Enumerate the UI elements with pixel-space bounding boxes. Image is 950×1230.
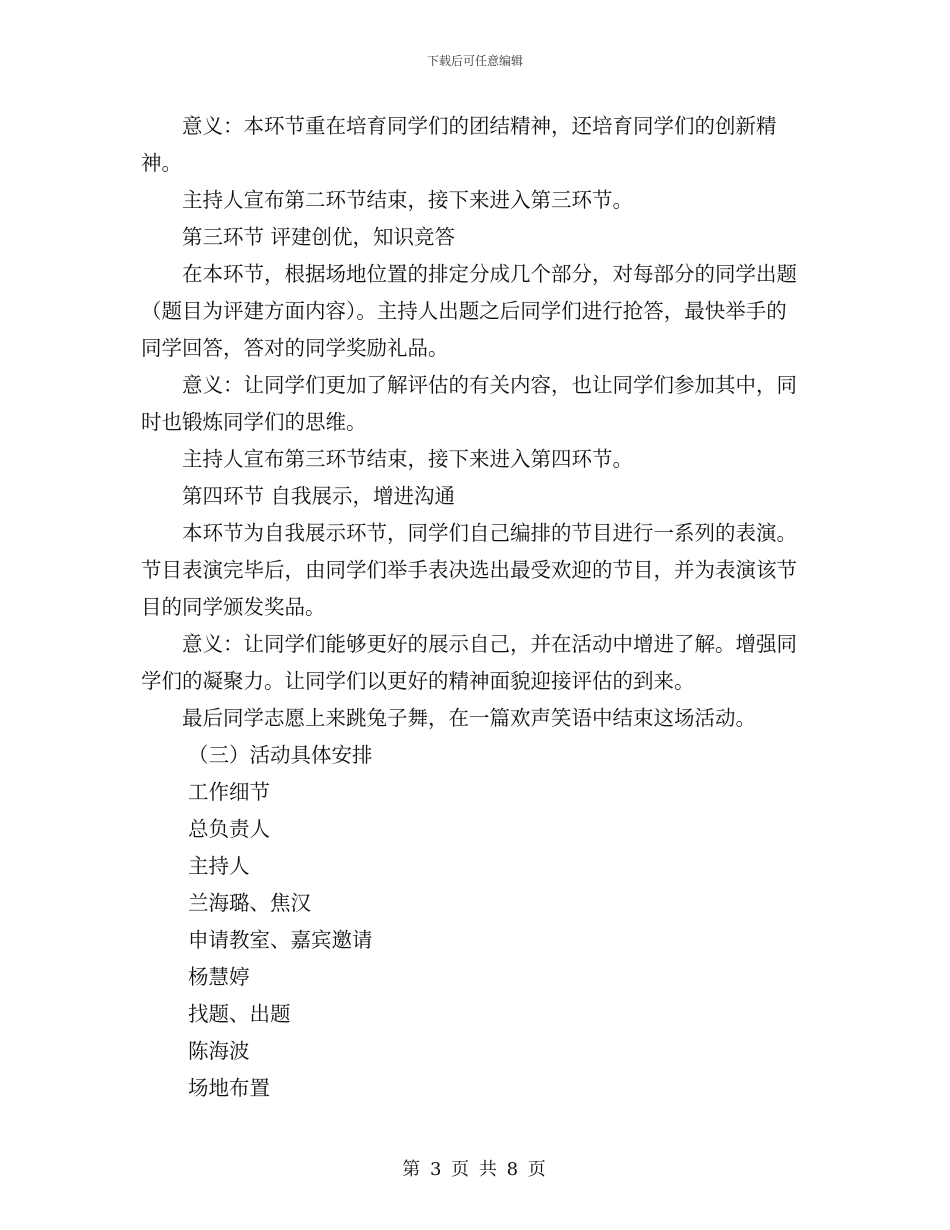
paragraph-meaning-3: 意义：让同学们更加了解评估的有关内容，也让同学们参加其中，同时也锻炼同学们的思维。 [141,373,797,434]
list-item: 申请教室、嘉宾邀请 [188,928,373,952]
list-item: 找题、出题 [188,1002,291,1026]
section-heading-3: 第三环节 评建创优，知识竞答 [182,225,456,249]
paragraph-closing: 最后同学志愿上来跳兔子舞，在一篇欢声笑语中结束这场活动。 [182,706,756,730]
list-item: 杨慧婷 [188,965,250,989]
paragraph-section-3: 在本环节，根据场地位置的排定分成几个部分，对每部分的同学出题（题目为评建方面内容）。主持人出题之后同学们进行抢答，最快举手的同学回答，答对的同学奖励礼品。 [141,262,797,360]
paragraph-meaning-4: 意义：让同学们能够更好的展示自己，并在活动中增进了解。增强同学们的凝聚力。让同学们以更好的精神面貌迎接评估的到来。 [141,632,797,693]
list-item: 主持人 [188,854,250,878]
list-item: 工作细节 [188,780,270,804]
list-item: 兰海璐、焦汉 [188,891,311,915]
page-header-note: 下载后可任意编辑 [426,54,523,68]
page-number: 第 3 页 共 8 页 [402,1159,548,1180]
document-body [141,108,806,1107]
paragraph-meaning-2: 意义：本环节重在培育同学们的团结精神，还培育同学们的创新精神。 [141,114,777,175]
paragraph-section-4: 本环节为自我展示环节，同学们自己编排的节目进行一系列的表演。节目表演完毕后，由同学们举手表决选出最受欢迎的节目，并为表演该节目的同学颁发奖品。 [141,521,797,619]
arrangement-heading: （三）活动具体安排 [188,743,373,767]
list-item: 陈海波 [188,1039,250,1063]
section-heading-4: 第四环节 自我展示，增进沟通 [182,484,456,508]
list-item: 总负责人 [188,817,270,841]
paragraph-host-end-2: 主持人宣布第二环节结束，接下来进入第三环节。 [182,188,633,212]
paragraph-host-end-3: 主持人宣布第三环节结束，接下来进入第四环节。 [182,447,633,471]
list-item: 场地布置 [188,1076,270,1100]
